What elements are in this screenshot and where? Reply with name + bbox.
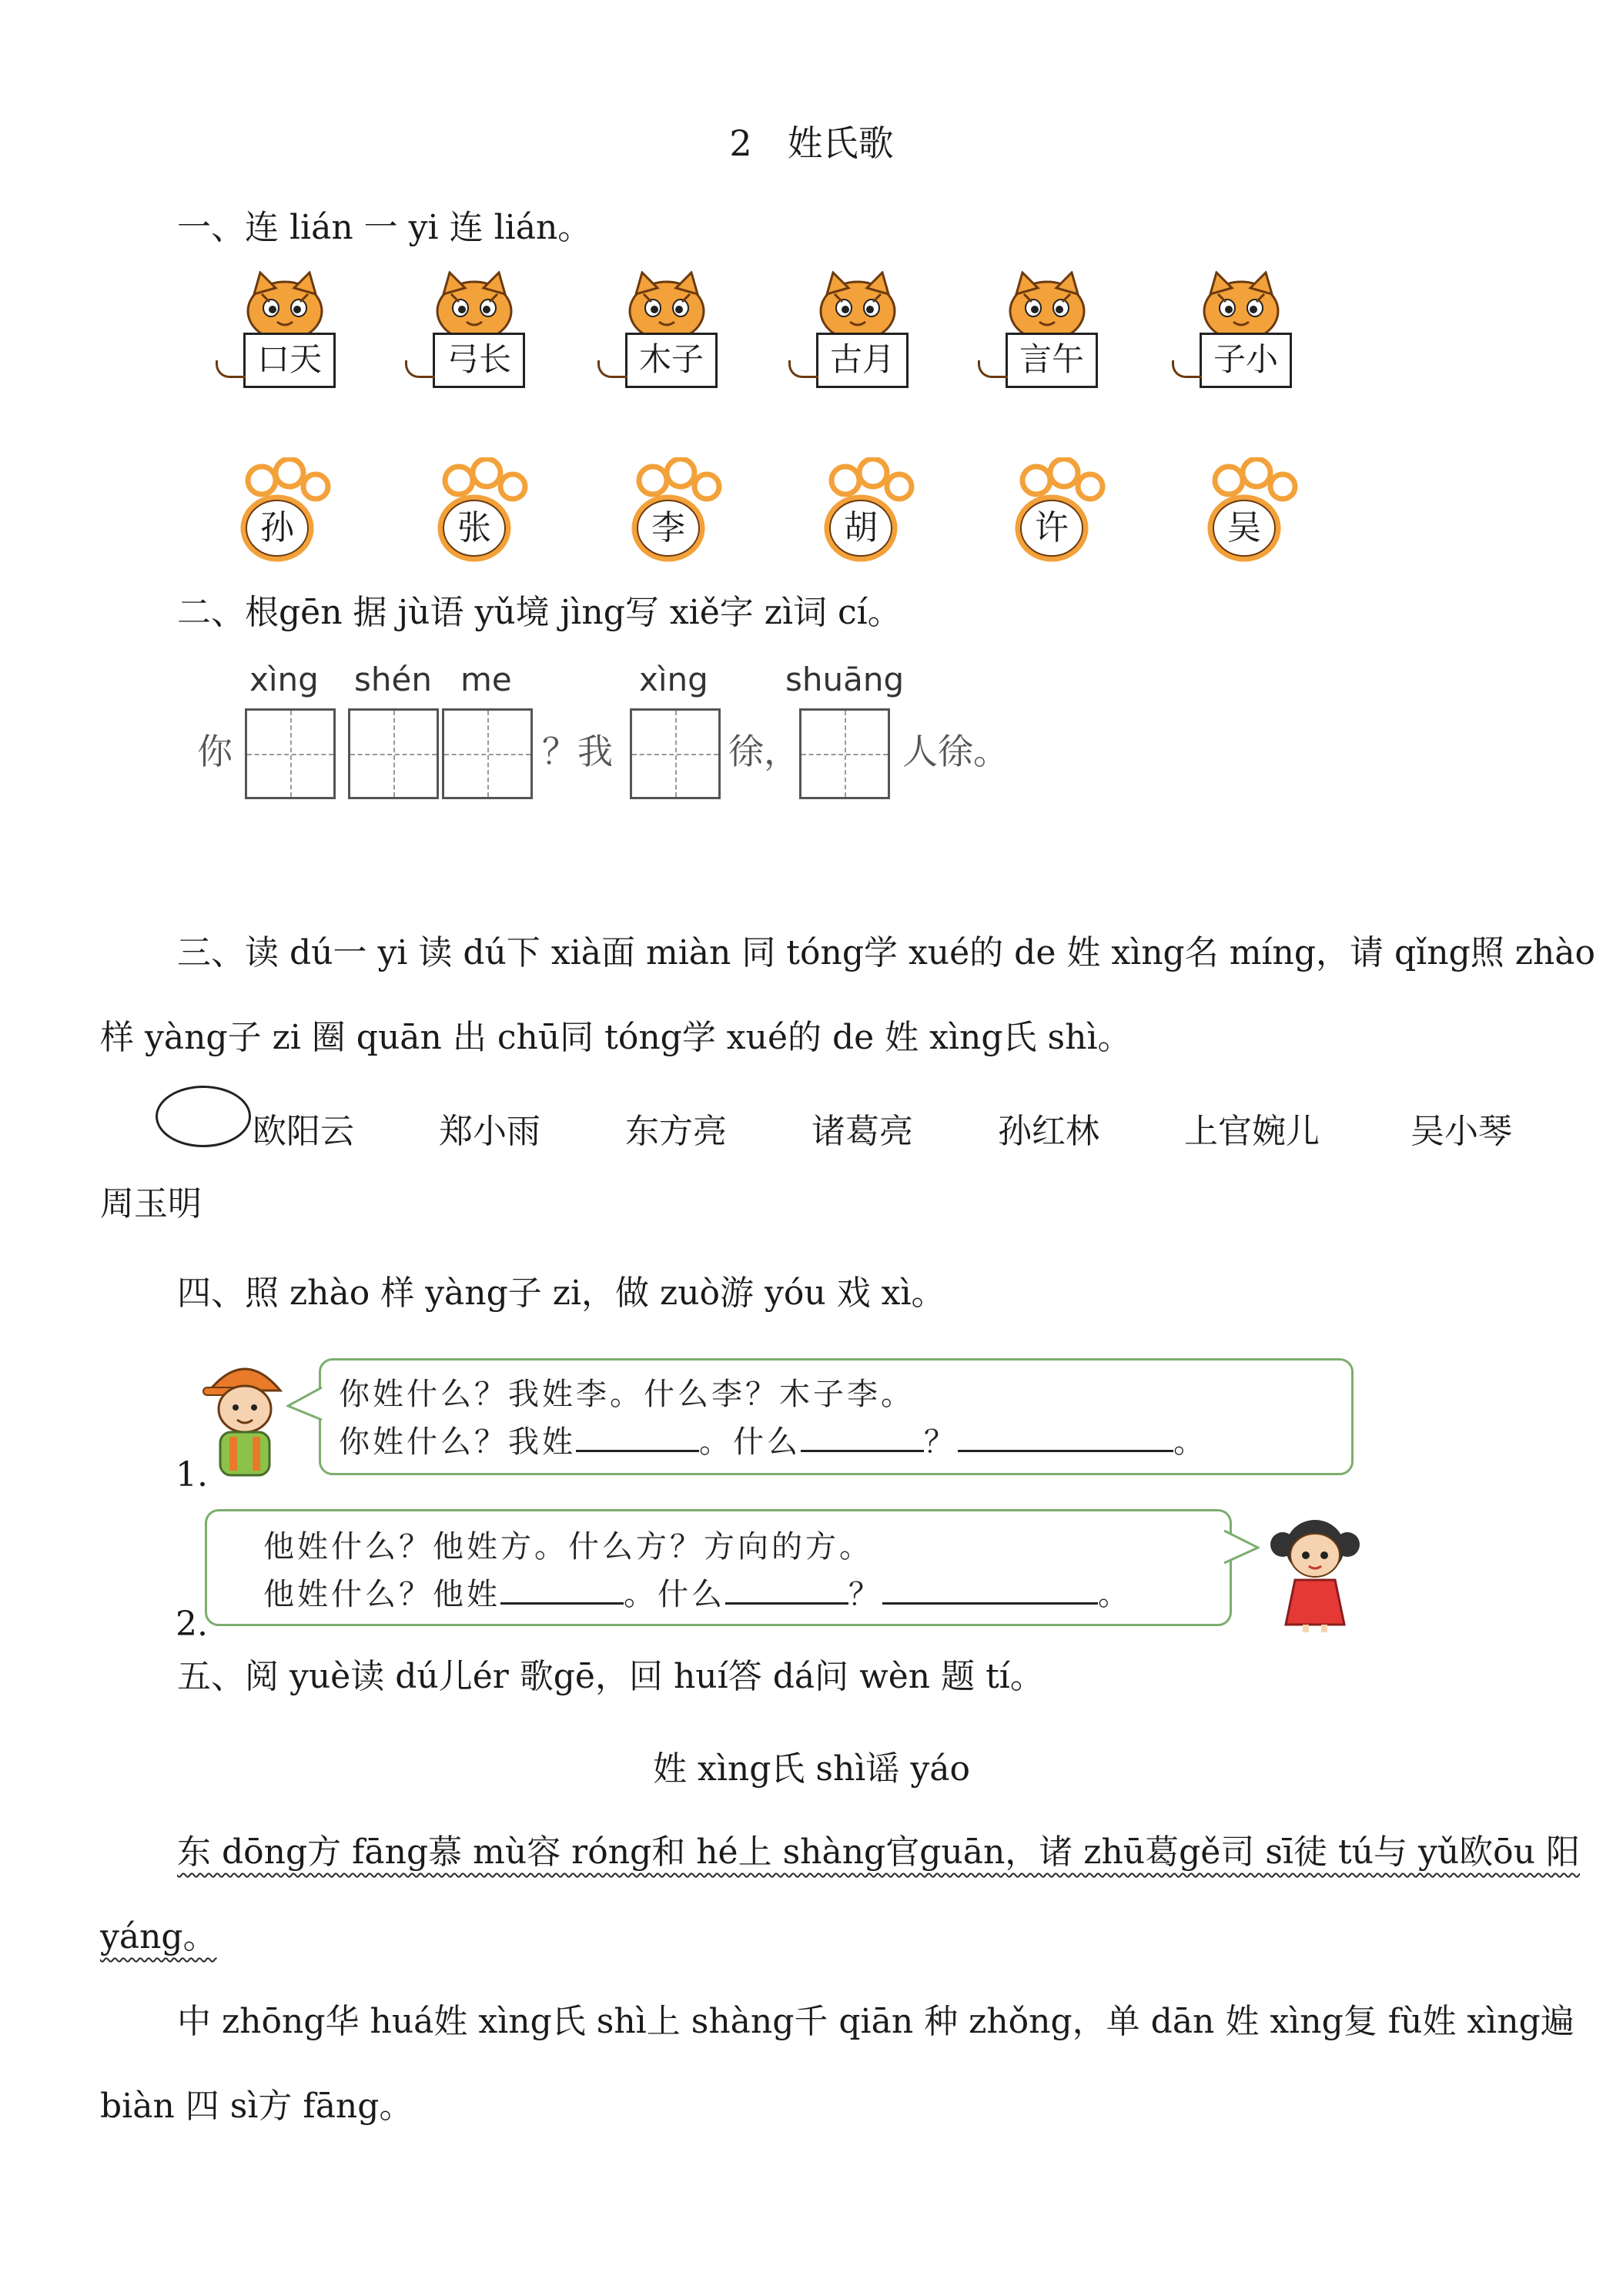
poem-line: biàn 四 sì方 fāng。 — [100, 2087, 413, 2126]
cat-card-1[interactable]: 口天 — [243, 333, 336, 388]
poem-title: 姓 xìng氏 shì谣 yáo — [653, 1749, 970, 1789]
poem-line: 东 dōng方 fāng慕 mù容 róng和 hé上 shàng官guān，诸 zhū葛gě司 sī徒 tú与 yǔ欧ōu 阳 — [177, 1832, 1580, 1872]
bubble2-text: 。 — [1098, 1577, 1132, 1612]
cat-card-5[interactable]: 言午 — [1006, 333, 1098, 388]
bubble2-text: ？ — [848, 1577, 882, 1612]
bubble2-text: 。什么 — [624, 1577, 725, 1612]
bubble-tail — [1223, 1529, 1260, 1568]
cat-card-3[interactable]: 木子 — [625, 333, 718, 388]
pinyin-label: me — [460, 661, 512, 698]
bubble1-line2 — [339, 1418, 1207, 1466]
girl-avatar — [1267, 1509, 1363, 1635]
paw-char-6[interactable]: 吴 — [1227, 508, 1261, 547]
name-item[interactable]: 东方亮 — [625, 1112, 727, 1151]
writing-box[interactable] — [630, 708, 721, 799]
name-item[interactable]: 吴小琴 — [1411, 1112, 1512, 1151]
name-item[interactable]: 欧阳云 — [253, 1112, 354, 1151]
answer-blank[interactable] — [576, 1419, 699, 1452]
section2-heading: 二、根gēn 据 jù语 yǔ境 jìng写 xiě字 zì词 cí。 — [177, 593, 902, 632]
bubble1-line1: 你姓什么？我姓李。什么李？木子李。 — [339, 1377, 915, 1412]
answer-blank[interactable] — [882, 1571, 1098, 1605]
paw-char-2[interactable]: 张 — [457, 508, 491, 547]
grid-text: 人徐。 — [902, 731, 1009, 772]
pinyin-label: xìng — [639, 661, 708, 698]
name-item[interactable]: 孙红林 — [998, 1112, 1099, 1151]
paw-char-1[interactable]: 孙 — [260, 508, 294, 547]
bubble1-text: ？ — [924, 1424, 958, 1460]
pinyin-label: shuāng — [785, 661, 905, 698]
pinyin-label: xìng — [249, 661, 319, 698]
section5-heading: 五、阅 yuè读 dú儿ér 歌gē，回 huí答 dá问 wèn 题 tí。 — [177, 1657, 1044, 1696]
name-item[interactable]: 上官婉儿 — [1184, 1112, 1320, 1151]
boy-avatar — [199, 1352, 291, 1486]
cat-tail — [788, 360, 818, 378]
poem-line: 中 zhōng华 huá姓 xìng氏 shì上 shàng千 qiān 种 zhǒng，单 dān 姓 xìng复 fù姓 xìng遍 — [177, 2002, 1574, 2041]
bubble1-text: 。什么 — [699, 1424, 801, 1460]
paw-char-5[interactable]: 许 — [1035, 508, 1069, 547]
pinyin-label: shén — [354, 661, 432, 698]
section3-line1: 三、读 dú一 yi 读 dú下 xià面 miàn 同 tóng学 xué的 de 姓 xìng名 míng，请 qǐng照 zhào — [177, 933, 1595, 972]
bubble1-text: 。 — [1173, 1424, 1207, 1460]
answer-blank[interactable] — [500, 1571, 624, 1605]
poem-line: yáng。 — [100, 1917, 217, 1956]
page-title: 2 姓氏歌 — [729, 122, 894, 164]
paw-char-3[interactable]: 李 — [651, 508, 685, 547]
item-number: 2. — [176, 1605, 208, 1644]
grid-text: 你 — [197, 731, 233, 772]
bubble2-text: 他姓什么？他姓 — [263, 1577, 500, 1612]
section1-heading: 一、连 lián 一 yi 连 lián。 — [177, 208, 592, 247]
section3-line2: 样 yàng子 zi 圈 quān 出 chū同 tóng学 xué的 de 姓 xìng氏 shì。 — [100, 1018, 1132, 1057]
item-number: 1. — [176, 1455, 208, 1494]
grid-text: ？我 — [542, 731, 613, 772]
name-item[interactable]: 周玉明 — [100, 1184, 202, 1223]
cat-tail — [1172, 360, 1202, 378]
writing-box[interactable] — [799, 708, 890, 799]
cat-card-4[interactable]: 古月 — [816, 333, 909, 388]
cat-tail — [405, 360, 435, 378]
answer-blank[interactable] — [801, 1419, 924, 1452]
writing-box[interactable] — [348, 708, 439, 799]
bubble2-line2 — [263, 1571, 1132, 1618]
grid-text: 徐， — [728, 731, 799, 772]
bubble2-line1: 他姓什么？他姓方。什么方？方向的方。 — [263, 1529, 873, 1565]
name-item[interactable]: 郑小雨 — [439, 1112, 540, 1151]
name-item[interactable]: 诸葛亮 — [812, 1112, 913, 1151]
cat-tail — [978, 360, 1008, 378]
paw-char-4[interactable]: 胡 — [844, 508, 878, 547]
writing-box[interactable] — [245, 708, 336, 799]
bubble-tail — [286, 1386, 323, 1424]
section4-heading: 四、照 zhào 样 yàng子 zi，做 zuò游 yóu 戏 xì。 — [177, 1274, 945, 1313]
example-circle — [156, 1086, 251, 1147]
answer-blank[interactable] — [958, 1419, 1173, 1452]
bubble1-text: 你姓什么？我姓 — [339, 1424, 576, 1460]
cat-tail — [597, 360, 627, 378]
cat-card-6[interactable]: 子小 — [1200, 333, 1292, 388]
writing-box[interactable] — [442, 708, 533, 799]
cat-tail — [216, 360, 246, 378]
cat-card-2[interactable]: 弓长 — [433, 333, 525, 388]
answer-blank[interactable] — [725, 1571, 848, 1605]
